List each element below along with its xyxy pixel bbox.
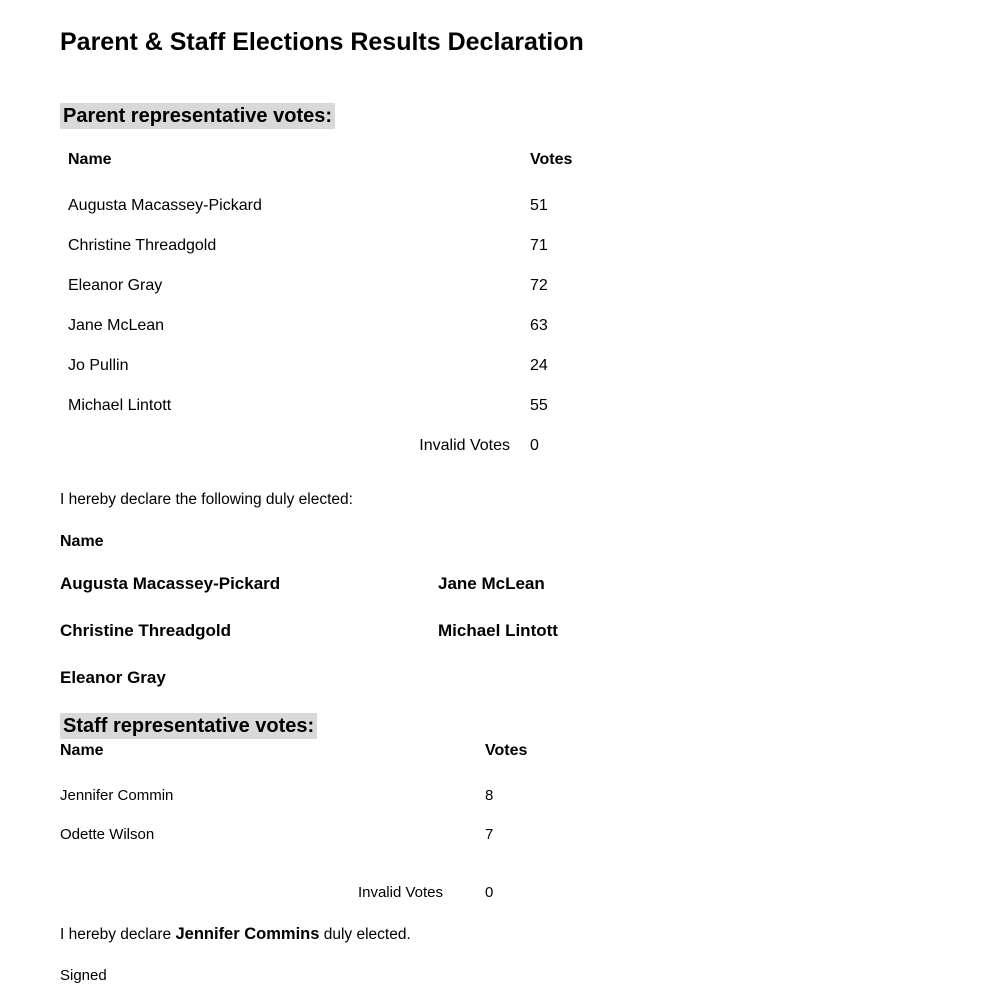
elected-name: Jane McLean (438, 574, 545, 593)
parent-declaration-intro: I hereby declare the following duly elected: (60, 491, 353, 508)
parent-table-header-votes: Votes (530, 151, 573, 168)
candidate-votes: 72 (530, 277, 548, 294)
invalid-votes-label: Invalid Votes (357, 884, 443, 901)
staff-table-header-name: Name (60, 742, 104, 759)
invalid-votes-value: 0 (530, 437, 539, 454)
table-row (68, 397, 960, 437)
candidate-votes: 8 (485, 787, 494, 804)
candidate-votes: 51 (530, 197, 548, 214)
elected-name: Eleanor Gray (60, 668, 166, 687)
candidate-name: Jo Pullin (68, 357, 129, 374)
staff-section-heading: Staff representative votes: (60, 713, 317, 739)
candidate-name: Michael Lintott (68, 397, 172, 414)
table-row (68, 357, 960, 397)
invalid-votes-value: 0 (485, 884, 494, 901)
parent-table-header-name: Name (68, 151, 112, 168)
candidate-name: Augusta Macassey-Pickard (68, 197, 262, 214)
staff-votes-table (60, 742, 960, 923)
candidate-name: Christine Threadgold (68, 237, 217, 254)
candidate-votes: 71 (530, 237, 548, 254)
parent-section-heading-row (60, 103, 960, 131)
staff-table-header-votes: Votes (485, 742, 528, 759)
declaration-suffix: duly elected. (319, 926, 411, 943)
table-row (60, 787, 960, 826)
elected-names-grid (60, 574, 960, 687)
elected-name: Michael Lintott (438, 621, 558, 640)
candidate-votes: 24 (530, 357, 548, 374)
table-row (68, 197, 960, 237)
candidate-votes: 55 (530, 397, 548, 414)
parent-table-header-row (68, 151, 960, 197)
invalid-votes-row (68, 437, 960, 477)
staff-declaration-sentence (60, 925, 960, 944)
elected-names-heading: Name (60, 533, 104, 550)
candidate-name: Jennifer Commin (60, 787, 174, 804)
staff-table-header-row (60, 742, 960, 787)
candidate-votes: 7 (485, 826, 494, 843)
table-row (68, 277, 960, 317)
candidate-name: Odette Wilson (60, 826, 155, 843)
candidate-name: Eleanor Gray (68, 277, 163, 294)
elected-name: Christine Threadgold (60, 621, 231, 640)
invalid-votes-label: Invalid Votes (419, 437, 510, 454)
candidate-name: Jane McLean (68, 317, 165, 334)
declaration-prefix: I hereby declare (60, 926, 176, 943)
elected-name: Augusta Macassey-Pickard (60, 574, 281, 593)
candidate-votes: 63 (530, 317, 548, 334)
page-title: Parent & Staff Elections Results Declaration (60, 28, 584, 56)
parent-votes-table (68, 151, 960, 477)
table-row (68, 317, 960, 357)
table-row (60, 826, 960, 865)
signed-label: Signed (60, 967, 107, 984)
staff-elected-name: Jennifer Commins (175, 925, 320, 943)
parent-section-heading: Parent representative votes: (60, 103, 335, 129)
table-row (68, 237, 960, 277)
elected-name-empty-cell (438, 668, 960, 687)
staff-section-heading-row (60, 713, 960, 741)
invalid-votes-row (60, 884, 960, 923)
